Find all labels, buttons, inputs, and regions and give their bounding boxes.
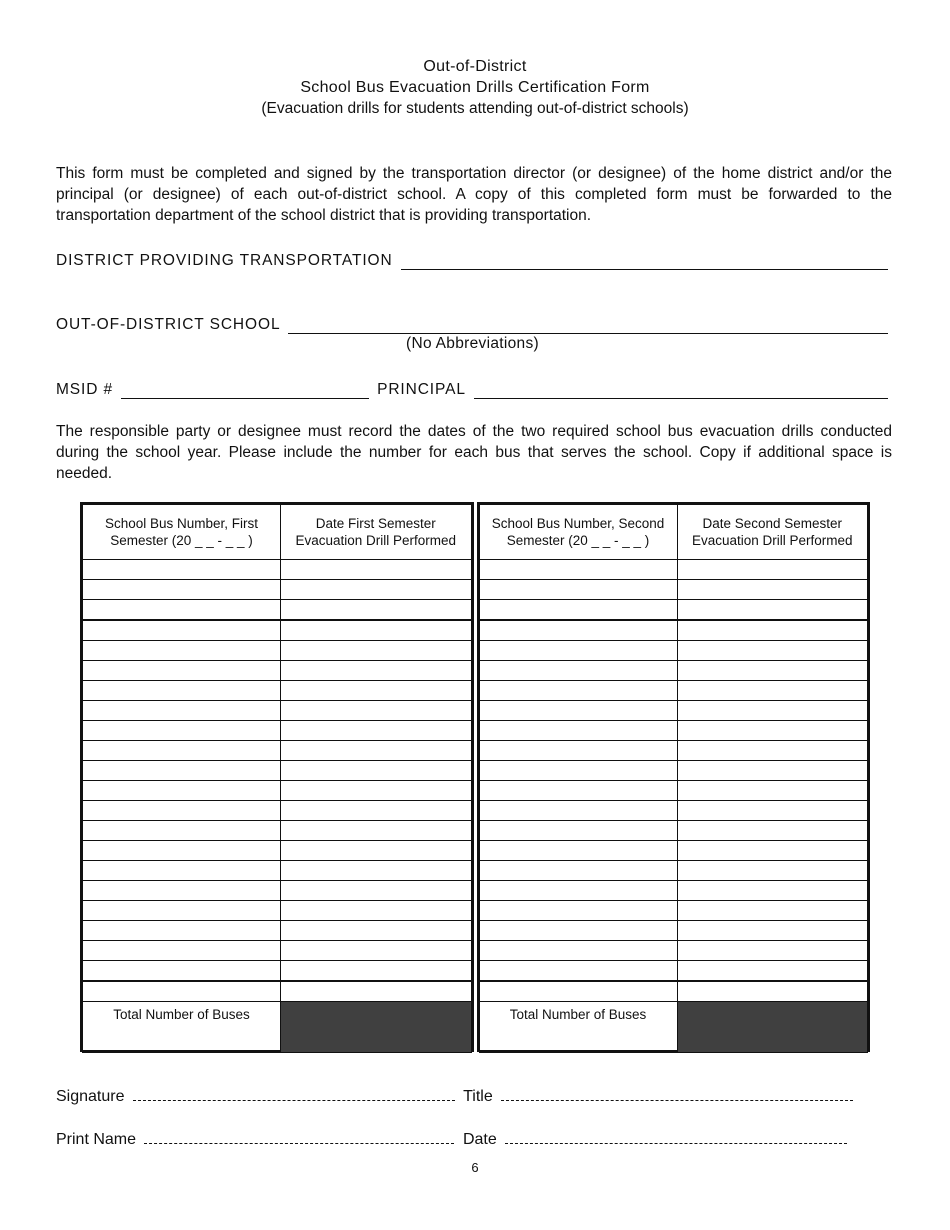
- first-semester-bus-number-cell[interactable]: [83, 781, 281, 801]
- table-row: [479, 741, 868, 761]
- first-semester-bus-number-cell[interactable]: [83, 741, 281, 761]
- second-semester-bus-number-cell[interactable]: [479, 580, 677, 600]
- first-semester-bus-number-cell[interactable]: [83, 701, 281, 721]
- first-semester-drill-date-cell[interactable]: [281, 600, 472, 621]
- table-row: [479, 620, 868, 641]
- second-semester-bus-number-cell[interactable]: [479, 701, 677, 721]
- first-semester-bus-number-cell[interactable]: [83, 961, 281, 982]
- table-row: [83, 921, 472, 941]
- second-semester-bus-number-cell[interactable]: [479, 941, 677, 961]
- second-semester-drill-date-cell[interactable]: [677, 620, 868, 641]
- table-row: [479, 961, 868, 982]
- first-semester-drill-date-cell[interactable]: [281, 821, 472, 841]
- table-row: [83, 600, 472, 621]
- first-semester-bus-number-cell[interactable]: [83, 600, 281, 621]
- table-row: [479, 701, 868, 721]
- first-semester-drill-date-cell[interactable]: [281, 941, 472, 961]
- first-semester-table: [80, 502, 474, 1052]
- intro-paragraph: This form must be completed and signed by the transportation director (or designee) of the home district and/or the principal (or designee) of each out-of-district school. A copy of this completed form must be forwarded to the transportation department of the school district that is providing transportation.: [56, 165, 892, 224]
- table-row: [83, 641, 472, 661]
- print-name-label: Print Name: [56, 1131, 137, 1148]
- table-row: [479, 721, 868, 741]
- first-semester-drill-date-cell[interactable]: [281, 881, 472, 901]
- second-semester-bus-number-cell[interactable]: [479, 741, 677, 761]
- second-semester-drill-date-cell[interactable]: [677, 841, 868, 861]
- table-row: [83, 781, 472, 801]
- first-semester-bus-number-cell[interactable]: [83, 661, 281, 681]
- table-row: [479, 861, 868, 881]
- second-semester-drill-date-cell[interactable]: [677, 821, 868, 841]
- second-semester-bus-number-cell[interactable]: [479, 681, 677, 701]
- second-semester-drill-date-cell[interactable]: [677, 861, 868, 881]
- second-semester-bus-number-cell[interactable]: [479, 821, 677, 841]
- first-semester-drill-date-cell[interactable]: [281, 620, 472, 641]
- first-semester-drill-date-cell[interactable]: [281, 641, 472, 661]
- second-semester-drill-date-cell[interactable]: [677, 641, 868, 661]
- table-row: [83, 661, 472, 681]
- second-semester-date-header: Date Second Semester Evacuation Drill Performed: [677, 505, 868, 560]
- first-semester-drill-date-cell[interactable]: [281, 761, 472, 781]
- second-semester-bus-number-cell[interactable]: [479, 881, 677, 901]
- second-semester-drill-date-cell[interactable]: [677, 881, 868, 901]
- instructions-paragraph: The responsible party or designee must record the dates of the two required school bus evacuation drills conducted during the school year. Please include the number for each bus that serves the school. Copy if additional space is needed.: [56, 423, 892, 482]
- first-semester-bus-number-cell[interactable]: [83, 761, 281, 781]
- second-semester-table: [477, 502, 871, 1052]
- first-semester-drill-date-cell[interactable]: [281, 580, 472, 600]
- second-semester-drill-date-cell[interactable]: [677, 600, 868, 621]
- first-semester-total-shaded-cell: [281, 1002, 472, 1053]
- second-semester-drill-date-cell[interactable]: [677, 921, 868, 941]
- first-semester-drill-date-cell[interactable]: [281, 861, 472, 881]
- second-semester-bus-number-cell[interactable]: [479, 620, 677, 641]
- date-label: Date: [462, 1131, 497, 1148]
- school-input-line[interactable]: [288, 315, 888, 334]
- table-row: [83, 721, 472, 741]
- table-row: [479, 600, 868, 621]
- district-label: DISTRICT PROVIDING TRANSPORTATION: [56, 252, 393, 269]
- signature-row: [56, 1086, 857, 1106]
- school-label: OUT-OF-DISTRICT SCHOOL: [56, 316, 281, 333]
- second-semester-bus-number-cell[interactable]: [479, 901, 677, 921]
- first-semester-drill-date-cell[interactable]: [281, 701, 472, 721]
- table-row: [83, 580, 472, 600]
- print-name-line[interactable]: [144, 1129, 454, 1144]
- title-label: Title: [463, 1088, 493, 1105]
- first-semester-bus-number-cell[interactable]: [83, 620, 281, 641]
- second-semester-drill-date-cell[interactable]: [677, 801, 868, 821]
- first-semester-bus-number-cell[interactable]: [83, 901, 281, 921]
- first-semester-bus-number-cell[interactable]: [83, 560, 281, 580]
- first-semester-drill-date-cell[interactable]: [281, 661, 472, 681]
- first-semester-drill-date-cell[interactable]: [281, 961, 472, 982]
- table-row: [479, 901, 868, 921]
- table-row: [83, 821, 472, 841]
- table-row: [479, 801, 868, 821]
- signature-line[interactable]: [133, 1086, 455, 1101]
- second-semester-drill-date-cell[interactable]: [677, 560, 868, 580]
- district-field: [56, 246, 888, 270]
- second-semester-bus-number-cell[interactable]: [479, 761, 677, 781]
- table-row: [479, 881, 868, 901]
- second-semester-bus-number-cell[interactable]: [479, 861, 677, 881]
- second-semester-bus-number-cell[interactable]: [479, 781, 677, 801]
- first-semester-total-label: Total Number of Buses: [83, 1002, 281, 1053]
- district-input-line[interactable]: [401, 251, 888, 270]
- second-semester-drill-date-cell[interactable]: [677, 761, 868, 781]
- table-row: [479, 821, 868, 841]
- second-semester-bus-number-cell[interactable]: [479, 981, 677, 1002]
- table-row: [83, 941, 472, 961]
- print-name-row: [56, 1129, 851, 1149]
- first-semester-bus-number-cell[interactable]: [83, 861, 281, 881]
- msid-principal-field: [56, 375, 888, 399]
- second-semester-bus-number-cell[interactable]: [479, 560, 677, 580]
- first-semester-drill-date-cell[interactable]: [281, 560, 472, 580]
- principal-label: PRINCIPAL: [377, 381, 466, 398]
- table-row: [83, 681, 472, 701]
- second-semester-drill-date-cell[interactable]: [677, 661, 868, 681]
- table-row: [479, 681, 868, 701]
- second-semester-bus-number-cell[interactable]: [479, 661, 677, 681]
- msid-input-line[interactable]: [121, 380, 369, 399]
- second-semester-total-shaded-cell: [677, 1002, 868, 1053]
- second-semester-drill-date-cell[interactable]: [677, 901, 868, 921]
- table-row: [83, 701, 472, 721]
- date-line[interactable]: [505, 1129, 847, 1144]
- second-semester-drill-date-cell[interactable]: [677, 580, 868, 600]
- page-number: 6: [471, 1160, 479, 1175]
- second-semester-bus-number-cell[interactable]: [479, 641, 677, 661]
- second-semester-drill-date-cell[interactable]: [677, 721, 868, 741]
- form-subtitle: (Evacuation drills for students attending out-of-district schools): [261, 100, 689, 117]
- table-row: [83, 981, 472, 1002]
- table-row: [83, 901, 472, 921]
- first-semester-drill-date-cell[interactable]: [281, 681, 472, 701]
- table-row: [479, 781, 868, 801]
- second-semester-drill-date-cell[interactable]: [677, 701, 868, 721]
- first-semester-drill-date-cell[interactable]: [281, 801, 472, 821]
- second-semester-total-label: Total Number of Buses: [479, 1002, 677, 1053]
- first-semester-drill-date-cell[interactable]: [281, 781, 472, 801]
- first-semester-bus-number-cell[interactable]: [83, 921, 281, 941]
- first-semester-bus-number-cell[interactable]: [83, 841, 281, 861]
- form-header: [0, 56, 950, 119]
- second-semester-drill-date-cell[interactable]: [677, 781, 868, 801]
- first-semester-bus-number-cell[interactable]: [83, 641, 281, 661]
- second-semester-bus-number-cell[interactable]: [479, 721, 677, 741]
- table-row: [83, 861, 472, 881]
- first-semester-bus-number-cell[interactable]: [83, 801, 281, 821]
- table-row: [479, 841, 868, 861]
- principal-input-line[interactable]: [474, 380, 888, 399]
- first-semester-drill-date-cell[interactable]: [281, 981, 472, 1002]
- table-row: [83, 801, 472, 821]
- first-semester-bus-number-cell[interactable]: [83, 981, 281, 1002]
- first-semester-bus-header: School Bus Number, First Semester (20 _ _ - _ _ ): [83, 505, 281, 560]
- second-semester-bus-number-cell[interactable]: [479, 921, 677, 941]
- header-line-1: Out-of-District: [423, 58, 527, 75]
- first-semester-drill-date-cell[interactable]: [281, 921, 472, 941]
- table-row: [479, 761, 868, 781]
- first-semester-bus-number-cell[interactable]: [83, 881, 281, 901]
- drill-record-table: [80, 502, 870, 1052]
- second-semester-drill-date-cell[interactable]: [677, 961, 868, 982]
- second-semester-bus-header: School Bus Number, Second Semester (20 _ _ - _ _ ): [479, 505, 677, 560]
- second-semester-drill-date-cell[interactable]: [677, 681, 868, 701]
- table-row: [479, 981, 868, 1002]
- table-row: [83, 741, 472, 761]
- table-row: [479, 580, 868, 600]
- school-field: [56, 310, 888, 334]
- table-row: [83, 961, 472, 982]
- table-row: [479, 661, 868, 681]
- first-semester-bus-number-cell[interactable]: [83, 941, 281, 961]
- form-title: School Bus Evacuation Drills Certification Form: [300, 79, 650, 96]
- signature-label: Signature: [56, 1088, 125, 1105]
- second-semester-drill-date-cell[interactable]: [677, 981, 868, 1002]
- first-semester-drill-date-cell[interactable]: [281, 741, 472, 761]
- second-semester-drill-date-cell[interactable]: [677, 741, 868, 761]
- table-row: [83, 881, 472, 901]
- table-row: [479, 921, 868, 941]
- first-semester-bus-number-cell[interactable]: [83, 681, 281, 701]
- no-abbreviations-note: (No Abbreviations): [406, 335, 539, 352]
- second-semester-bus-number-cell[interactable]: [479, 801, 677, 821]
- table-row: [83, 560, 472, 580]
- second-semester-bus-number-cell[interactable]: [479, 961, 677, 982]
- table-row: [479, 941, 868, 961]
- first-semester-drill-date-cell[interactable]: [281, 721, 472, 741]
- table-row: [83, 841, 472, 861]
- title-line[interactable]: [501, 1086, 853, 1101]
- first-semester-drill-date-cell[interactable]: [281, 841, 472, 861]
- first-semester-date-header: Date First Semester Evacuation Drill Performed: [281, 505, 472, 560]
- first-semester-bus-number-cell[interactable]: [83, 721, 281, 741]
- first-semester-bus-number-cell[interactable]: [83, 580, 281, 600]
- table-row: [479, 641, 868, 661]
- second-semester-drill-date-cell[interactable]: [677, 941, 868, 961]
- first-semester-bus-number-cell[interactable]: [83, 821, 281, 841]
- table-row: [479, 560, 868, 580]
- first-semester-drill-date-cell[interactable]: [281, 901, 472, 921]
- table-row: [83, 620, 472, 641]
- second-semester-bus-number-cell[interactable]: [479, 841, 677, 861]
- table-row: [83, 761, 472, 781]
- second-semester-bus-number-cell[interactable]: [479, 600, 677, 621]
- msid-label: MSID #: [56, 381, 114, 398]
